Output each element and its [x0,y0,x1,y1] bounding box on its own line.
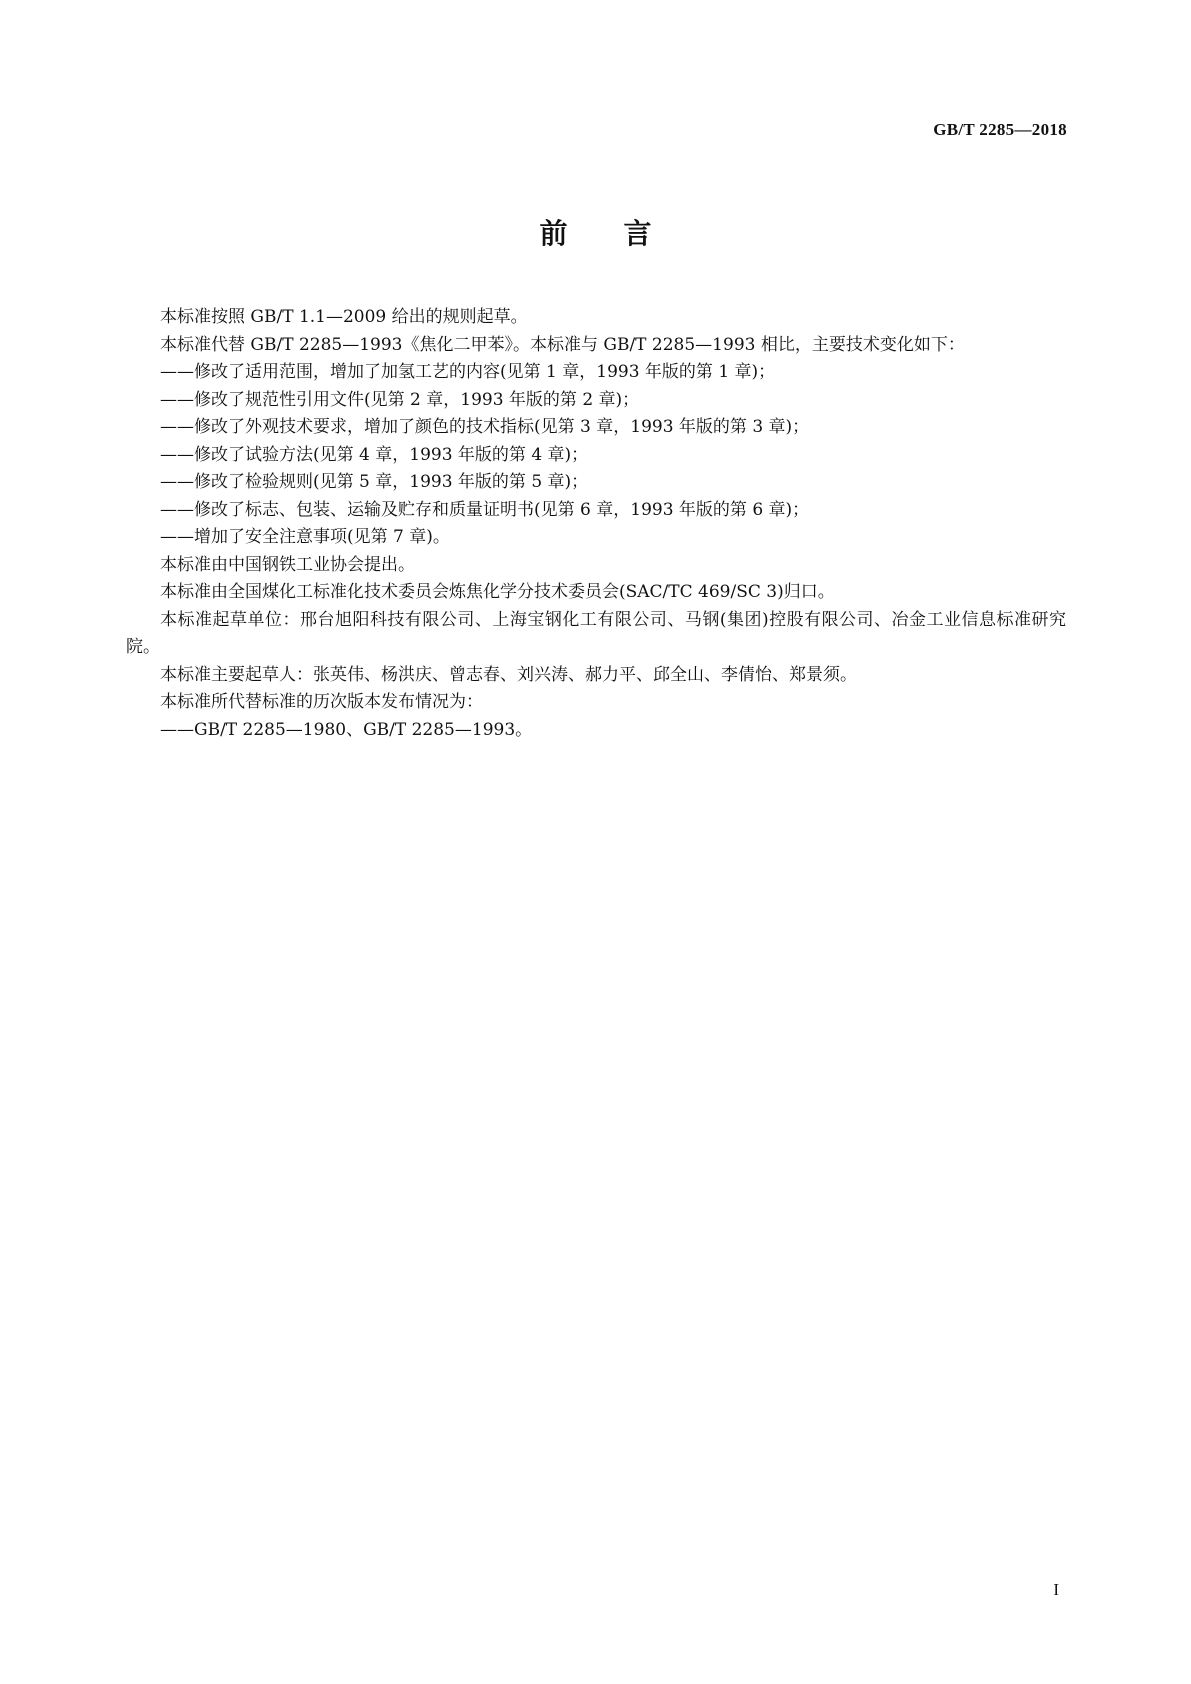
paragraph-replaces: 本标准代替 GB/T 2285—1993《焦化二甲苯》。本标准与 GB/T 2285—1993 相比，主要技术变化如下： [160,334,965,355]
change-item-safety: ——增加了安全注意事项(见第 7 章)。 [160,527,450,547]
change-item-scope: ——修改了适用范围，增加了加氢工艺的内容(见第 1 章，1993 年版的第 1 章)； [160,362,776,382]
change-item-appearance: ——修改了外观技术要求，增加了颜色的技术指标(见第 3 章，1993 年版的第 3 章)； [160,417,810,437]
paragraph-proposed-by: 本标准由中国钢铁工业协会提出。 [160,554,415,575]
page-title: 前言 [539,217,708,250]
change-item-test-methods: ——修改了试验方法(见第 4 章，1993 年版的第 4 章)； [160,444,589,465]
history-item-versions: ——GB/T 2285—1980、GB/T 2285—1993。 [160,719,533,740]
change-item-marking: ——修改了标志、包装、运输及贮存和质量证明书(见第 6 章，1993 年版的第 6 章)； [160,499,810,520]
paragraph-drafters: 本标准主要起草人：张英伟、杨洪庆、曾志春、刘兴涛、郝力平、邱全山、李倩怡、郑景须。 [160,664,857,685]
paragraph-drafting-units: 本标准起草单位：邢台旭阳科技有限公司、上海宝钢化工有限公司、马钢(集团)控股有限公司、冶金工业信息标准研究院。 [126,609,1066,657]
change-item-inspection: ——修改了检验规则(见第 5 章，1993 年版的第 5 章)； [160,472,589,492]
paragraph-committee: 本标准由全国煤化工标准化技术委员会炼焦化学分技术委员会(SAC/TC 469/SC 3)归口。 [160,582,835,602]
paragraph-history-intro: 本标准所代替标准的历次版本发布情况为： [160,692,483,712]
change-item-references: ——修改了规范性引用文件(见第 2 章，1993 年版的第 2 章)； [160,389,640,410]
page-number: I [1053,1580,1059,1599]
document-body [126,304,1066,744]
paragraph-drafting-rules: 本标准按照 GB/T 1.1—2009 给出的规则起草。 [160,307,528,327]
standard-code: GB/T 2285—2018 [933,120,1067,139]
